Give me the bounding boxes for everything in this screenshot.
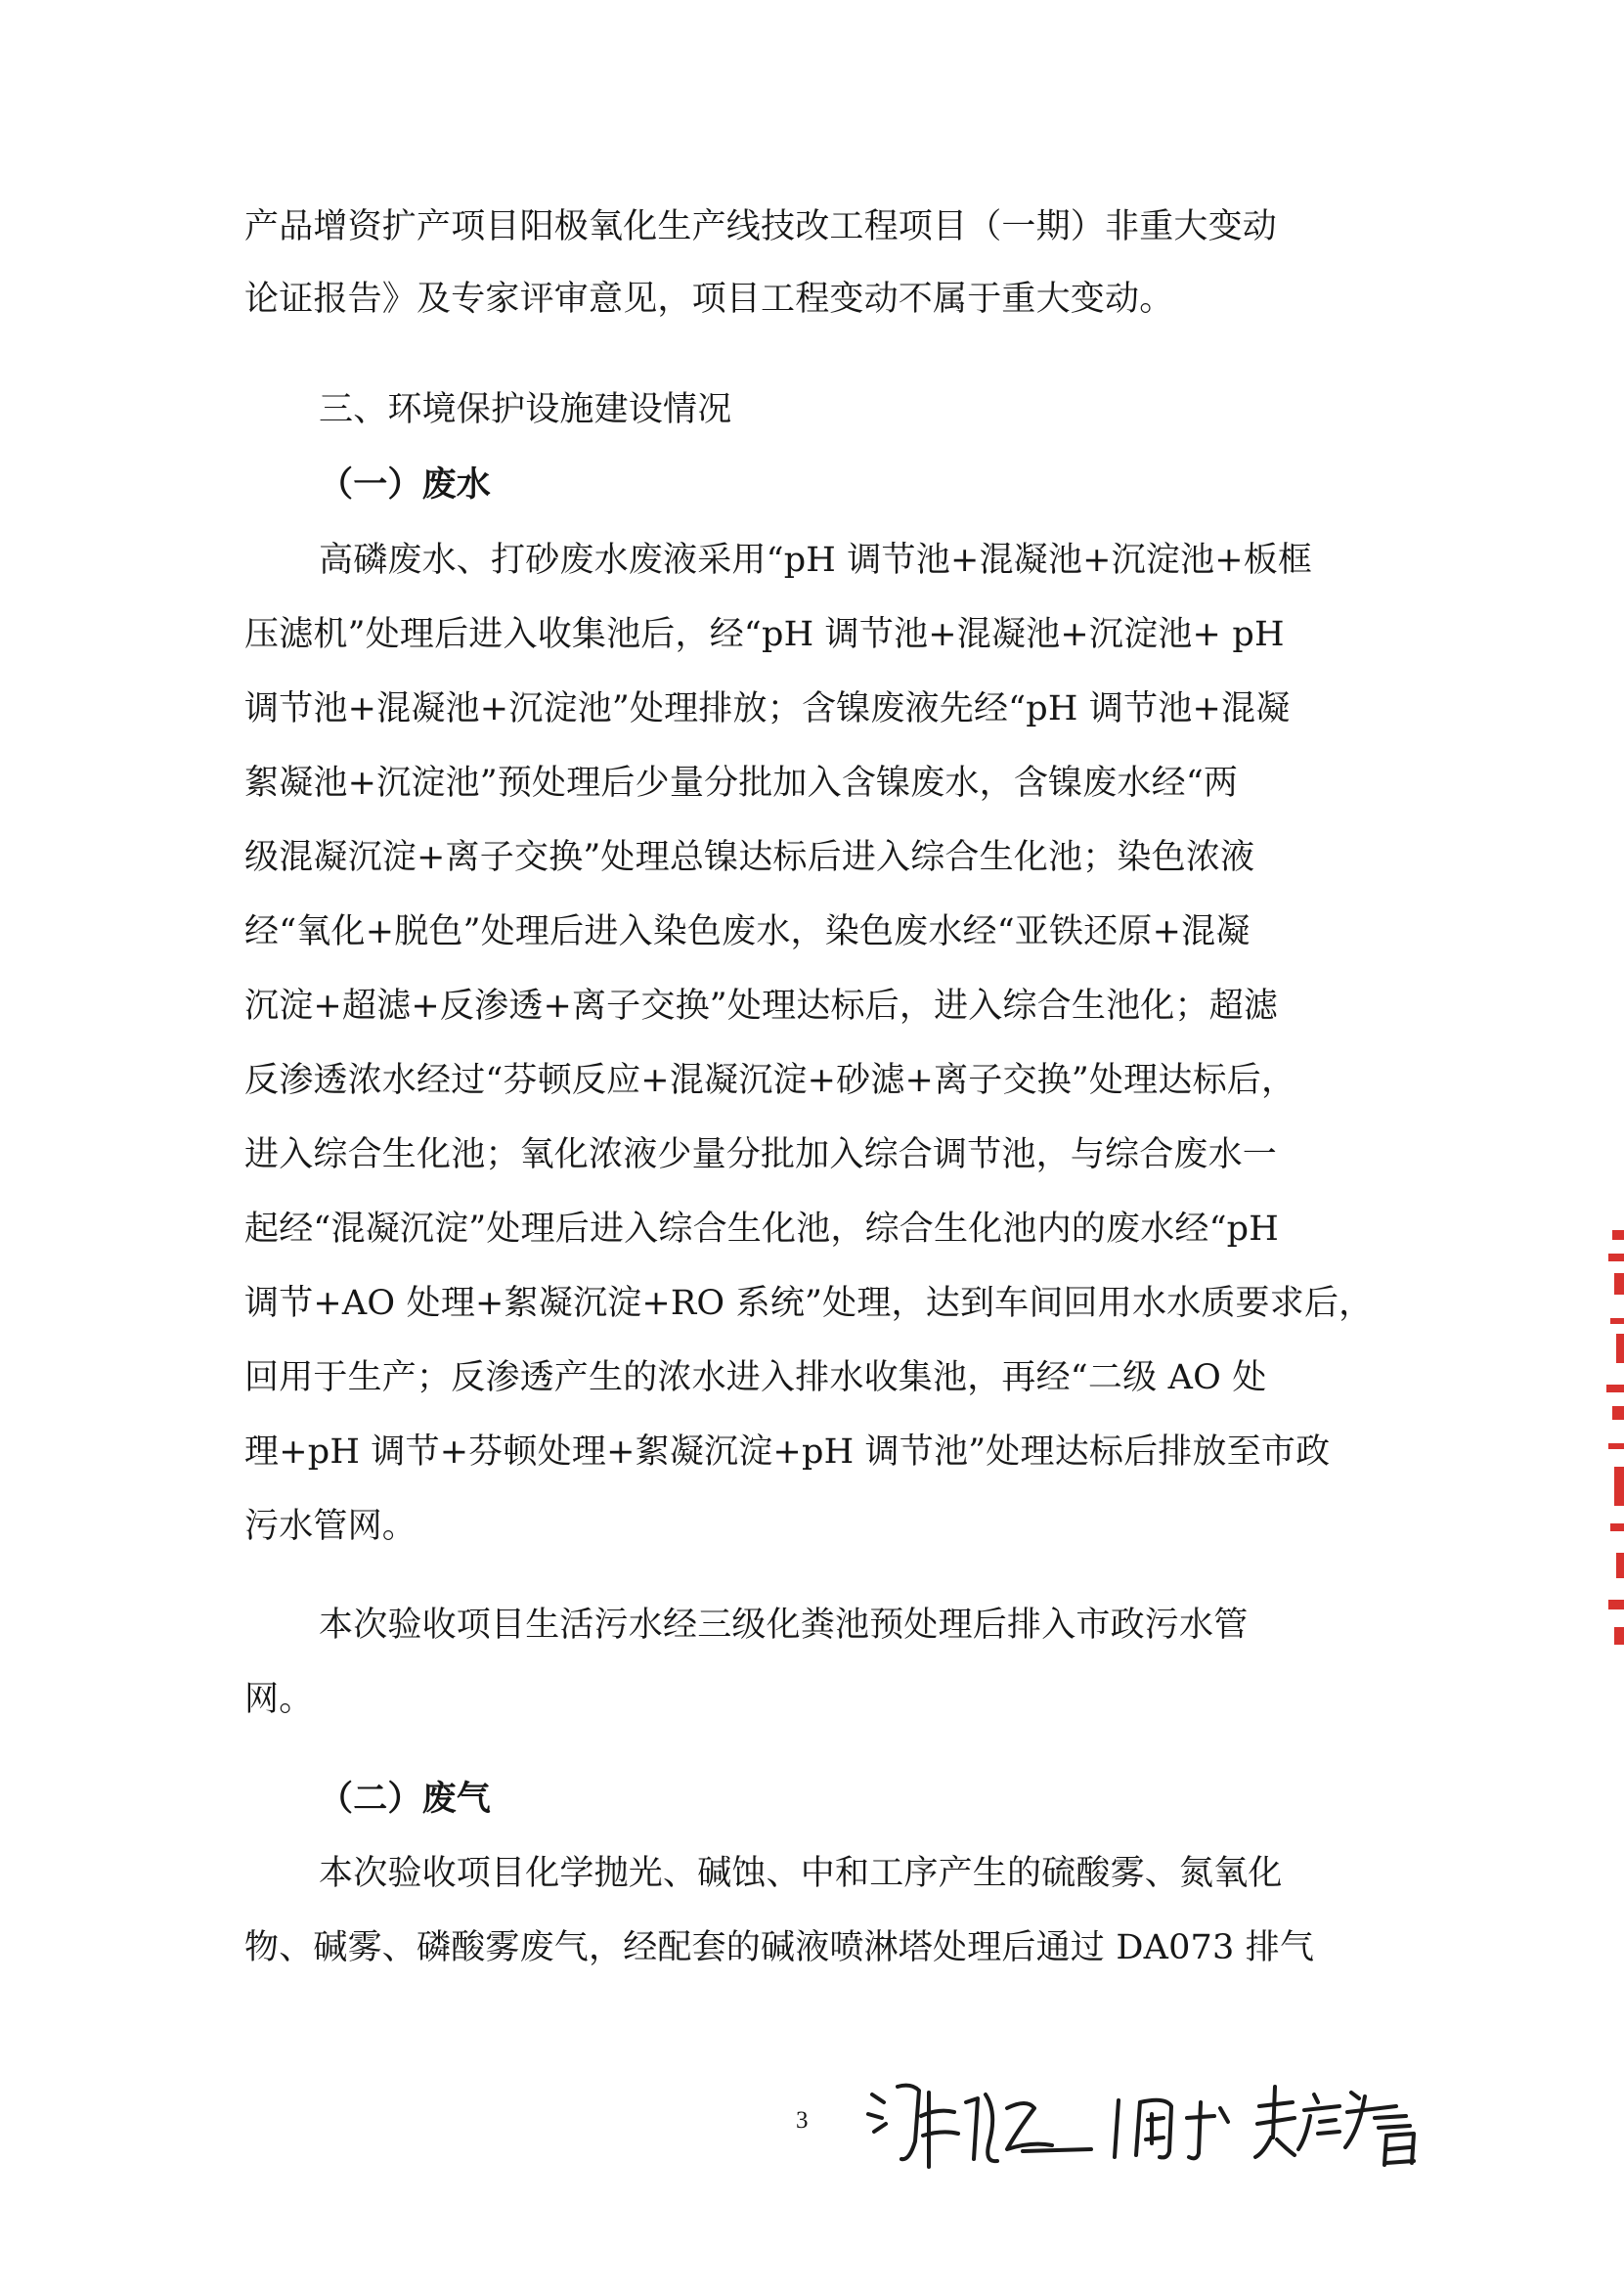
- subsection-heading-wastewater: （一）废水: [319, 464, 492, 505]
- body-line-7: 调节池+混凝池+沉淀池”处理排放；含镍废液先经“pH 调节池+混凝: [244, 689, 1291, 728]
- body-line-13: 进入综合生化池；氧化浓液少量分批加入综合调节池，与综合废水一: [244, 1135, 1278, 1174]
- body-line-1: 产品增资扩产项目阳极氧化生产线技改工程项目（一期）非重大变动: [244, 207, 1278, 246]
- signature-2-strokes: [1115, 2100, 1228, 2159]
- body-line-14: 起经“混凝沉淀”处理后进入综合生化池，综合生化池内的废水经“pH: [244, 1210, 1280, 1249]
- body-line-5: 高磷废水、打砂废水废液采用“pH 调节池+混凝池+沉淀池+板框: [319, 541, 1313, 580]
- body-line-8: 絮凝池+沉淀池”预处理后少量分批加入含镍废水，含镍废水经“两: [244, 764, 1239, 803]
- body-line-6: 压滤机”处理后进入收集池后，经“pH 调节池+混凝池+沉淀池+ pH: [244, 615, 1285, 654]
- signature-3-strokes: [1255, 2087, 1414, 2165]
- body-line-9: 级混凝沉淀+离子交换”处理总镍达标后进入综合生化池；染色浓液: [244, 838, 1255, 877]
- section-heading-3: 三、环境保护设施建设情况: [319, 390, 732, 429]
- body-line-18: 污水管网。: [244, 1507, 417, 1546]
- signature-3: [1250, 2077, 1430, 2175]
- body-line-19: 本次验收项目生活污水经三级化粪池预处理后排入市政污水管: [319, 1606, 1249, 1645]
- body-line-12: 反渗透浓水经过“芬顿反应+混凝沉淀+砂滤+离子交换”处理达标后，: [244, 1061, 1296, 1100]
- red-seal-edge: [1606, 1211, 1624, 1660]
- body-line-22: 本次验收项目化学抛光、碱蚀、中和工序产生的硫酸雾、氮氧化: [319, 1854, 1283, 1893]
- body-line-2: 论证报告》及专家评审意见，项目工程变动不属于重大变动。: [244, 280, 1174, 319]
- body-line-15: 调节+AO 处理+絮凝沉淀+RO 系统”处理，达到车间回用水水质要求后，: [244, 1284, 1374, 1323]
- body-line-17: 理+pH 调节+芬顿处理+絮凝沉淀+pH 调节池”处理达标后排放至市政: [244, 1432, 1331, 1472]
- body-line-10: 经“氧化+脱色”处理后进入染色废水，染色废水经“亚铁还原+混凝: [244, 912, 1251, 951]
- subsection-heading-exhaust: （二）废气: [319, 1779, 492, 1819]
- body-line-16: 回用于生产；反渗透产生的浓水进入排水收集池，再经“二级 AO 处: [244, 1358, 1267, 1397]
- page-number: 3: [796, 2107, 809, 2134]
- signature-2: [1105, 2089, 1247, 2167]
- signature-1: [860, 2073, 1095, 2181]
- body-line-20: 网。: [244, 1680, 314, 1719]
- signature-1-strokes: [868, 2086, 1091, 2167]
- body-line-11: 沉淀+超滤+反渗透+离子交换”处理达标后，进入综合生池化；超滤: [244, 987, 1279, 1026]
- body-line-23: 物、碱雾、磷酸雾废气，经配套的碱液喷淋塔处理后通过 DA073 排气: [244, 1928, 1315, 1967]
- red-seal-marks: [1606, 1230, 1624, 1645]
